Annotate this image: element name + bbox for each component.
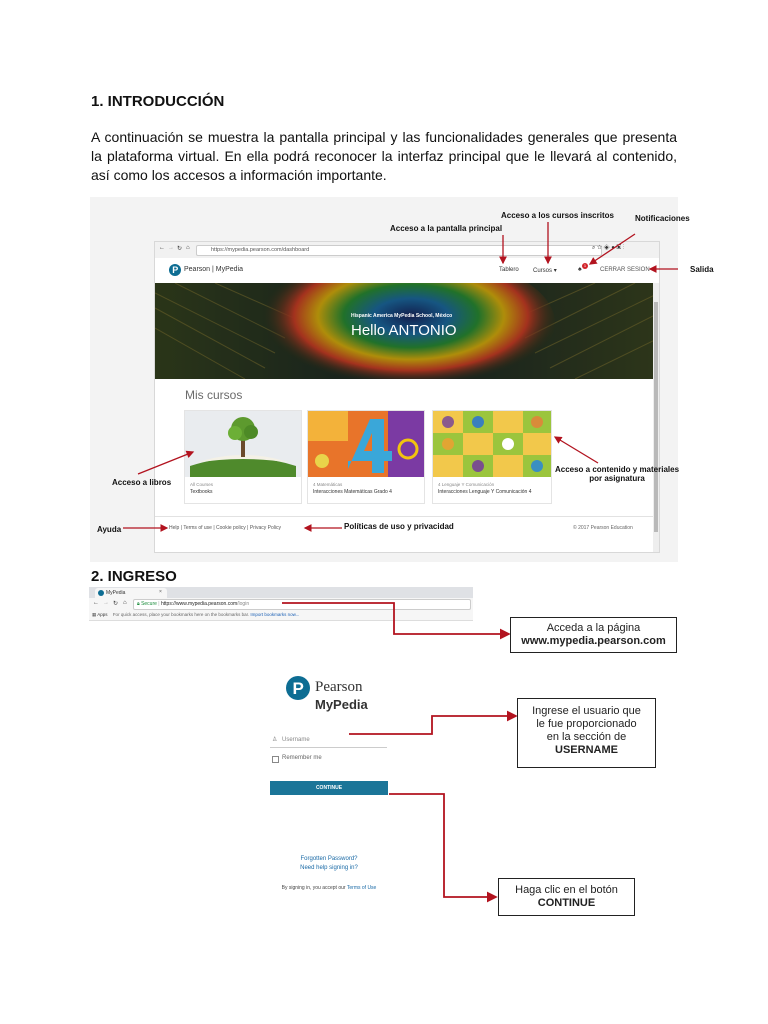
arrow-to-username-box <box>349 716 516 734</box>
note-box-username-line3: en la sección de <box>546 731 627 743</box>
course-category: All Courses <box>190 482 214 487</box>
reload-icon[interactable]: ↻ <box>113 601 119 607</box>
course-title: Interacciones Matemáticas Grado 4 <box>313 489 392 495</box>
back-icon[interactable]: ← <box>93 600 99 606</box>
hero-school-name: Hispanic America MyPedia School, México <box>351 313 453 319</box>
section-heading-ingreso: 2. INGRESO <box>91 568 177 585</box>
note-box-username-line2: le fue proporcionado <box>536 718 637 730</box>
arrow-notifications <box>590 234 635 264</box>
note-box-continue-line1: Haga clic en el botón <box>515 884 618 896</box>
login-logo-product: MyPedia <box>315 697 368 712</box>
note-box-username-line4: USERNAME <box>555 744 618 756</box>
nav-cursos-label: Cursos <box>533 268 553 274</box>
import-bookmarks-link[interactable]: Import bookmarks now... <box>250 612 300 617</box>
section-heading-introduccion: 1. INTRODUCCIÓN <box>91 93 225 110</box>
arrow-books <box>138 452 193 474</box>
note-box-url-line1: Acceda a la página <box>546 622 641 634</box>
continue-label: CONTINUE <box>315 785 343 791</box>
course-title: Interacciones Lenguaje Y Comunicación 4 <box>438 489 532 495</box>
note-box-continue-line2: CONTINUE <box>537 897 596 909</box>
url-main: https://www.mypedia.pearson.com <box>161 601 238 607</box>
divider: | <box>247 525 249 531</box>
terms-prefix: By signing in, you accept our <box>281 885 346 891</box>
divider: | <box>180 525 182 531</box>
forgot-password-link[interactable]: Forgotten Password? <box>300 856 358 862</box>
footer-link-cookies[interactable]: Cookie policy <box>216 525 246 531</box>
forward-icon[interactable]: → <box>168 245 174 251</box>
arrow-to-url-box <box>282 603 509 634</box>
intro-paragraph: A continuación se muestra la pantalla principal y las funcionalidades generales que presenta la plataforma virtual. En ella podrá reconocer la interfaz principal que le llevará al contenido, así como los accesos a información importante. <box>91 129 677 183</box>
annotation-home-label: Acceso a la pantalla principal <box>390 224 503 233</box>
annotation-courses-label: Acceso a los cursos inscritos <box>501 211 614 220</box>
bookmarks-hint: For quick access, place your bookmarks here on the bookmarks bar. <box>112 612 250 617</box>
divider: | <box>213 525 215 531</box>
annotation-help-label: Ayuda <box>97 525 122 534</box>
remember-me-label: Remember me <box>282 755 322 761</box>
note-box-username-line1: Ingrese el usuario que <box>532 705 641 717</box>
user-icon: ♙ <box>272 737 278 743</box>
reload-icon[interactable]: ↻ <box>177 246 183 252</box>
home-icon[interactable]: ⌂ <box>123 600 127 606</box>
footer-link-privacy[interactable]: Privacy Policy <box>249 525 281 531</box>
login-logo-word: Pearson <box>315 679 363 695</box>
annotation-policies-label: Políticas de uso y privacidad <box>344 522 454 531</box>
annotation-books-label: Acceso a libros <box>112 478 172 487</box>
nav-tablero[interactable]: Tablero <box>499 267 519 273</box>
annotation-arrows <box>90 197 678 562</box>
brand-label: Pearson | MyPedia <box>184 266 244 273</box>
username-placeholder: Username <box>282 737 310 743</box>
need-help-link[interactable]: Need help signing in? <box>300 865 358 871</box>
back-icon[interactable]: ← <box>159 245 165 251</box>
address-bar[interactable]: https://mypedia.pearson.com/dashboard <box>196 245 602 256</box>
apps-icon[interactable]: ▦ <box>92 612 97 617</box>
home-icon[interactable]: ⌂ <box>186 245 190 251</box>
footer-link-terms[interactable]: Terms of use <box>183 525 212 531</box>
forward-icon[interactable]: → <box>103 600 109 606</box>
arrow-to-continue-box <box>389 794 496 897</box>
courses-heading: Mis cursos <box>185 388 243 402</box>
course-title: Textbooks <box>190 489 213 495</box>
secure-label: Secure <box>141 601 157 607</box>
annotation-content-line2: por asignatura <box>589 474 645 483</box>
login-screenshot <box>89 587 679 919</box>
course-category: 4 Lenguaje Y Comunicación <box>438 482 495 487</box>
notification-badge: 1 <box>583 263 587 268</box>
svg-text:P: P <box>292 679 304 698</box>
bell-icon[interactable]: ♠ <box>578 266 582 273</box>
tab-close-icon[interactable]: × <box>159 589 162 595</box>
terms-link[interactable]: Terms of Use <box>346 885 377 891</box>
svg-text:P: P <box>172 265 179 276</box>
annotation-exit-label: Salida <box>690 265 714 274</box>
footer-link-help[interactable]: Help <box>169 525 180 531</box>
course-category: 4 Matemáticas <box>313 482 343 487</box>
extension-icons[interactable]: ⌕ ☆ ◈ ● ▣ ⋮ <box>592 245 625 251</box>
note-box-url <box>510 617 677 653</box>
arrow-content <box>555 437 598 463</box>
dashboard-screenshot <box>90 197 714 562</box>
divider: | <box>158 601 160 607</box>
note-box-url-line2: www.mypedia.pearson.com <box>521 635 666 647</box>
chevron-down-icon: ▾ <box>553 268 557 274</box>
footer-copyright: © 2017 Pearson Education <box>573 525 633 531</box>
tab-title: MyPedia <box>106 590 126 596</box>
annotation-notifications-label: Notificaciones <box>635 214 690 223</box>
logout-button[interactable]: CERRAR SESION <box>600 267 650 273</box>
url-path: /login <box>237 601 250 607</box>
apps-label[interactable]: Apps <box>97 612 108 617</box>
annotation-content-line1: Acceso a contenido y materiales <box>554 465 680 474</box>
hero-greeting: Hello ANTONIO <box>351 322 457 339</box>
lock-icon: 🔒︎ <box>137 601 140 607</box>
note-box-username <box>517 698 656 768</box>
note-box-continue <box>498 878 635 916</box>
